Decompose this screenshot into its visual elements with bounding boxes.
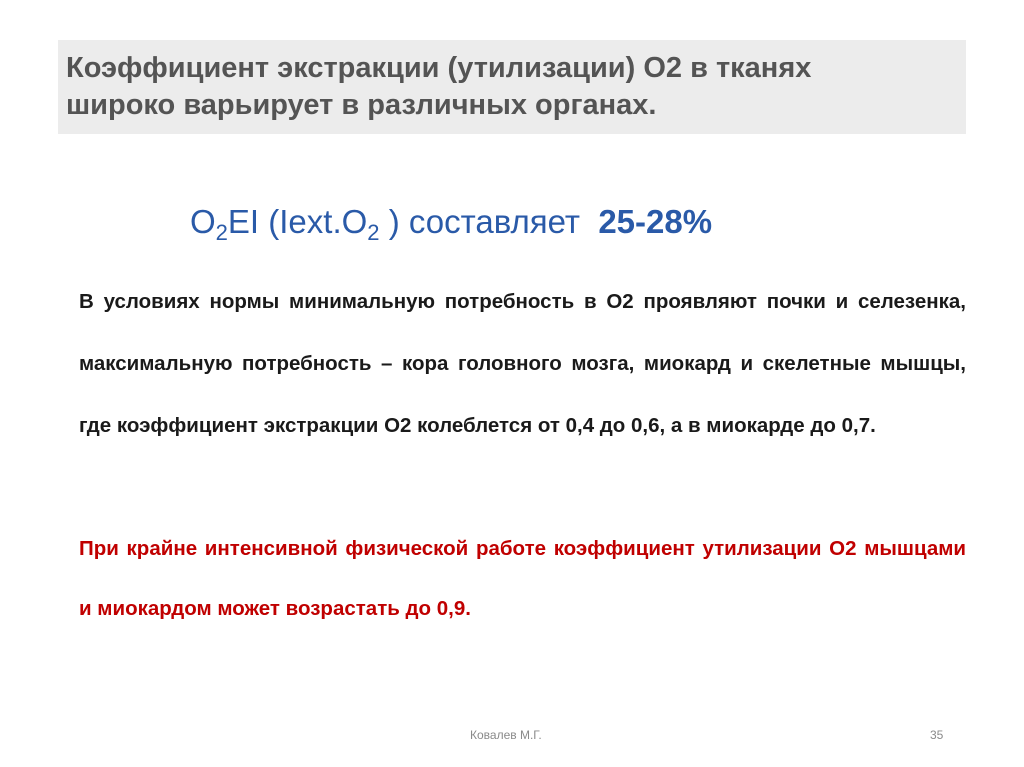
subtitle-rest: ) составляет — [379, 203, 599, 240]
subtitle-o: O — [190, 203, 216, 240]
subtitle-value: 25-28% — [598, 203, 713, 240]
subtitle-subscript-2: 2 — [367, 220, 380, 245]
paragraph-normal-conditions: В условиях нормы минимальную потребность в О2 проявляют почки и селезенка, максимальную потребность – кора головного мозга, миокард и скелетные мышцы, где коэффициент экстракции О2 колеблется от 0,4 до 0,6, а в миокарде до 0,7. — [79, 290, 966, 437]
paragraph-intense-work: При крайне интенсивной физической работе коэффициент утилизации О2 мышцами и миокардом может возрастать до 0,9. — [79, 537, 966, 620]
slide-title-line-1: Коэффициент экстракции (утилизации) О2 в тканях — [66, 52, 812, 84]
subtitle-ei: EI (Iext.O — [227, 203, 368, 240]
subtitle-formula — [190, 198, 890, 246]
footer-author: Ковалев М.Г. — [470, 728, 542, 742]
slide-title-line-2: широко варьирует в различных органах. — [66, 89, 657, 121]
subtitle-subscript-1: 2 — [215, 220, 228, 245]
title-box — [58, 40, 966, 134]
page-number: 35 — [930, 728, 944, 742]
